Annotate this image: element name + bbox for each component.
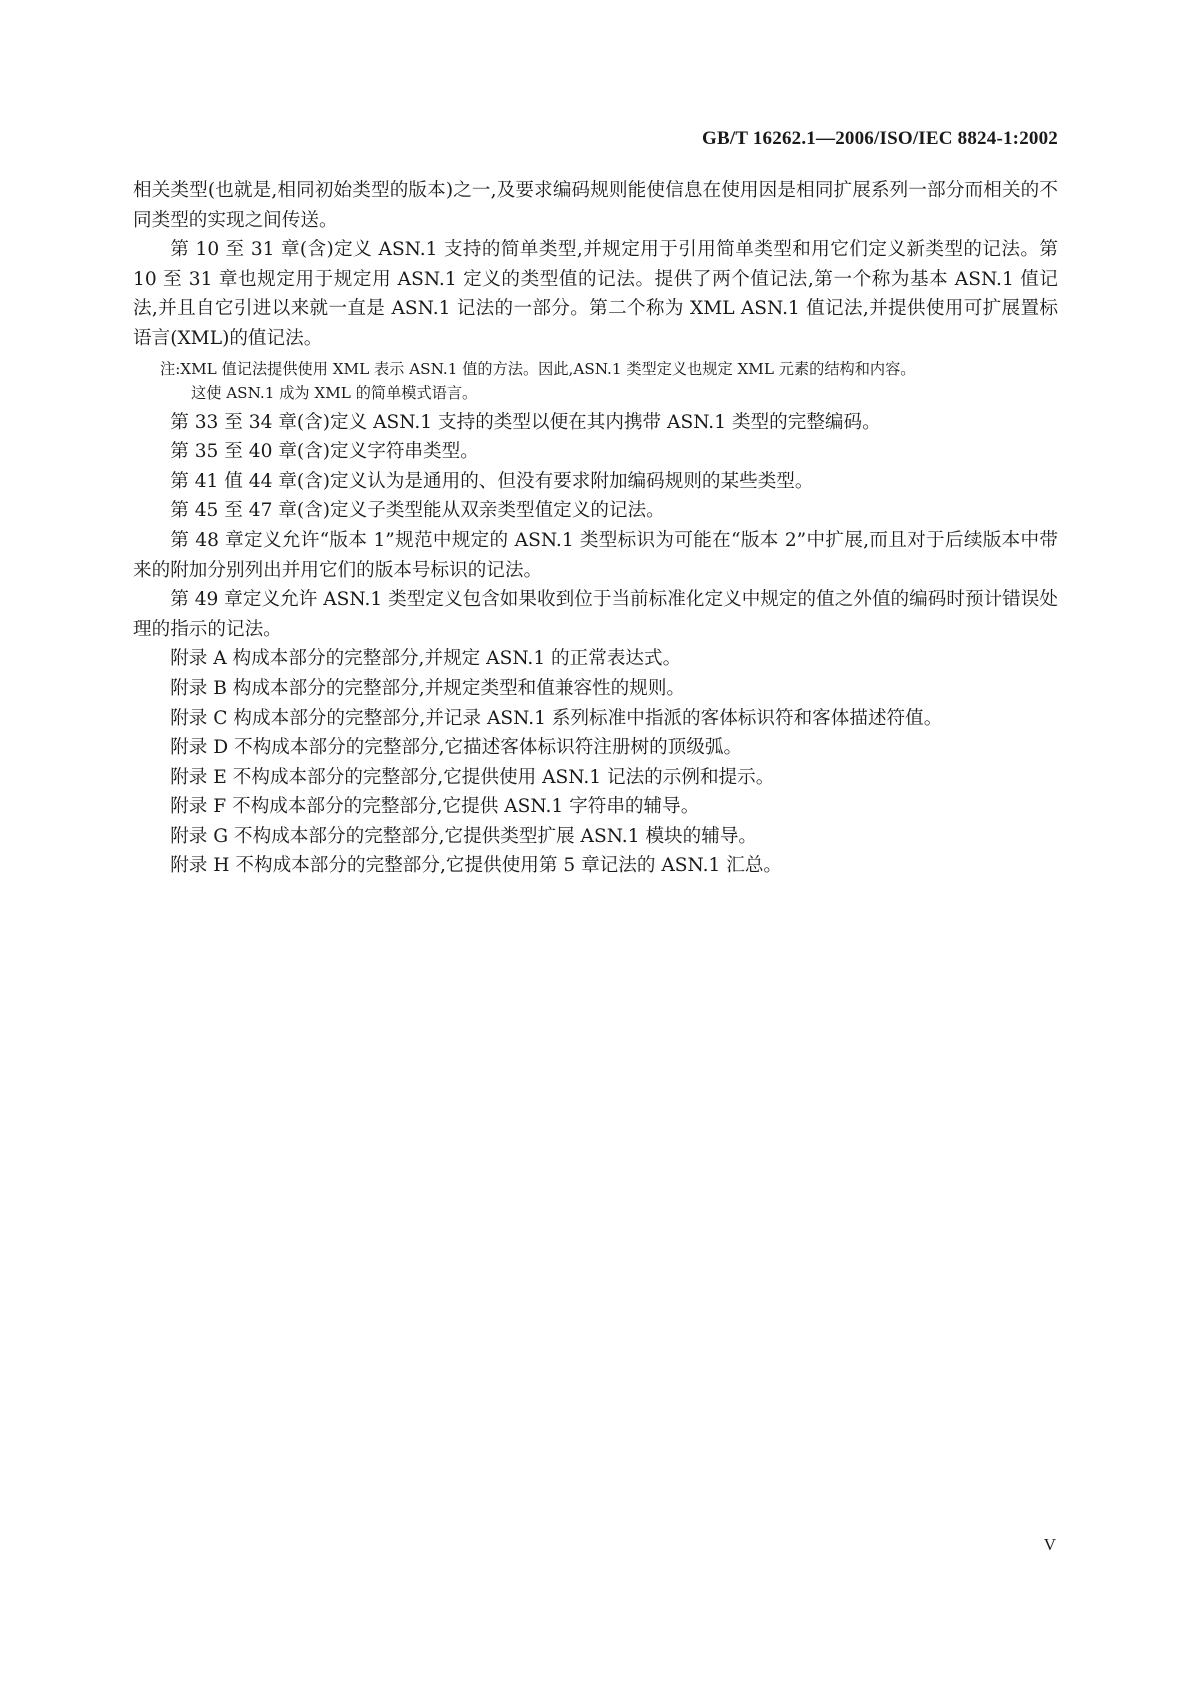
note-line: 注:XML 值记法提供使用 XML 表示 ASN.1 值的方法。因此,ASN.1 类型定义也规定 XML 元素的结构和内容。 <box>160 359 916 378</box>
paragraph-annex-e: 附录 E 不构成本部分的完整部分,它提供使用 ASN.1 记法的示例和提示。 <box>170 766 775 788</box>
paragraph-annex-g: 附录 G 不构成本部分的完整部分,它提供类型扩展 ASN.1 模块的辅导。 <box>170 825 758 847</box>
note-line-continuation: 这使 ASN.1 成为 XML 的简单模式语言。 <box>191 384 478 403</box>
standard-number-header: GB/T 16262.1—2006/ISO/IEC 8824-1:2002 <box>702 128 1058 149</box>
note-xml-value-notation <box>133 357 1058 406</box>
paragraph-chapters-41-44: 第 41 值 44 章(含)定义认为是通用的、但没有要求附加编码规则的某些类型。 <box>170 470 814 492</box>
paragraph-chapters-35-40: 第 35 至 40 章(含)定义字符串类型。 <box>170 441 479 463</box>
paragraph-annex-h: 附录 H 不构成本部分的完整部分,它提供使用第 5 章记法的 ASN.1 汇总。 <box>170 855 783 877</box>
document-body <box>133 176 1058 881</box>
paragraph-chapter-49: 第 49 章定义允许 ASN.1 类型定义包含如果收到位于当前标准化定义中规定的值之外值的编码时预计错误处理的指示的记法。 <box>133 589 1058 640</box>
paragraph-annex-f: 附录 F 不构成本部分的完整部分,它提供 ASN.1 字符串的辅导。 <box>170 796 700 818</box>
paragraph-chapters-45-47: 第 45 至 47 章(含)定义子类型能从双亲类型值定义的记法。 <box>170 500 665 522</box>
paragraph-annex-c: 附录 C 构成本部分的完整部分,并记录 ASN.1 系列标准中指派的客体标识符和客体描述符值。 <box>170 707 943 729</box>
paragraph-simple-types: 第 10 至 31 章(含)定义 ASN.1 支持的简单类型,并规定用于引用简单类型和用它们定义新类型的记法。第 10 至 31 章也规定用于规定用 ASN.1 定义的类型值的记法。提供了两个值记法,第一个称为基本 ASN.1 值记法,并且自它引进以来就一直是 ASN.1 记法的一部分。第二个称为 XML ASN.1 值记法,并提供使用可扩展置标语言(XML)的值记法。 <box>133 239 1058 349</box>
page-number: V <box>1043 1535 1056 1554</box>
paragraph-chapter-48: 第 48 章定义允许“版本 1”规范中规定的 ASN.1 类型标识为可能在“版本 2”中扩展,而且对于后续版本中带来的附加分别列出并用它们的版本号标识的记法。 <box>133 529 1058 581</box>
paragraph-chapters-33-34: 第 33 至 34 章(含)定义 ASN.1 支持的类型以便在其内携带 ASN.1 类型的完整编码。 <box>170 411 881 433</box>
paragraph-annex-d: 附录 D 不构成本部分的完整部分,它描述客体标识符注册树的顶级弧。 <box>170 737 743 759</box>
paragraph-continuation: 相关类型(也就是,相同初始类型的版本)之一,及要求编码规则能使信息在使用因是相同扩展系列一部分而相关的不同类型的实现之间传送。 <box>133 180 1058 231</box>
paragraph-annex-b: 附录 B 构成本部分的完整部分,并规定类型和值兼容性的规则。 <box>170 677 686 699</box>
paragraph-annex-a: 附录 A 构成本部分的完整部分,并规定 ASN.1 的正常表达式。 <box>170 648 682 670</box>
